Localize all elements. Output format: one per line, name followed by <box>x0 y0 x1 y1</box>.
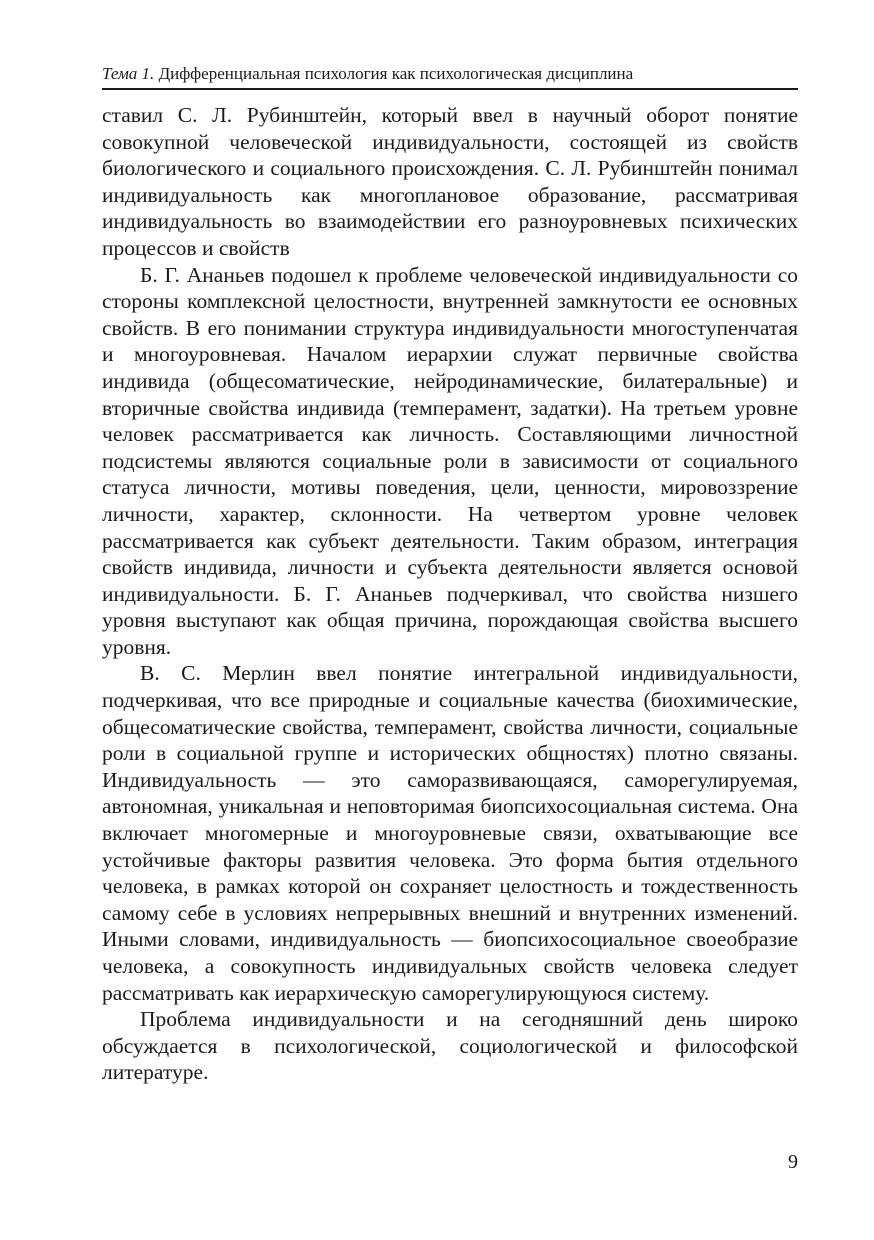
page-number: 9 <box>788 1151 798 1173</box>
paragraph-conclusion: Проблема индивидуальности и на сегодняшний день широко обсуждается в психологической, социологической и философской литературе. <box>102 1007 798 1085</box>
header-rule <box>102 88 798 90</box>
paragraph-continued: ставил С. Л. Рубинштейн, который ввел в научный оборот понятие совокупной человеческой индивидуальности, состоящей из свойств биологического и социального происхождения. С. Л. Рубинштейн понимал индивидуальность как многоплановое образование, рассматривая индивидуальность во взаимодействии его разноуровневых психических процессов и свойств <box>102 103 798 260</box>
topic-title: Дифференциальная психология как психологическая дисциплина <box>158 64 634 83</box>
paragraph-merlin: В. С. Мерлин ввел понятие интегральной индивидуальности, подчеркивая, что все природные и социальные качества (биохимические, общесоматические свойства, темперамент, свойства личности, социальные роли в социальной группе и исторических общностях) плотно связаны. Индивидуальность — это саморазвивающаяся, саморегулируемая, автономная, уникальная и неповторимая биопсихосоциальная система. Она включает многомерные и многоуровневые связи, охватывающие все устойчивые факторы развития человека. Это форма бытия отдельного человека, в рамках которой он сохраняет целостность и тождественность самому себе в условиях непрерывных внешний и внутренних изменений. Иными словами, индивидуальность — биопсихосоциальное своеобразие человека, а совокупность индивидуальных свойств человека следует рассматривать как иерархическую саморегулирующуюся систему. <box>102 661 798 1005</box>
running-head <box>102 64 798 84</box>
page-body <box>102 102 798 1086</box>
topic-label: Тема 1. <box>102 64 155 83</box>
paragraph-ananiev: Б. Г. Ананьев подошел к проблеме человеческой индивидуальности со стороны комплексной целостности, внутренней замкнутости ее основных свойств. В его понимании структура индивидуальности многоступенчатая и многоуровневая. Началом иерархии служат первичные свойства индивида (общесоматические, нейродинамические, билатеральные) и вторичные свойства индивида (темперамент, задатки). На третьем уровне человек рассматривается как личность. Составляющими личностной подсистемы являются социальные роли в зависимости от социального статуса личности, мотивы поведения, цели, ценности, мировоззрение личности, характер, склонности. На четвертом уровне человек рассматривается как субъект деятельности. Таким образом, интеграция свойств индивида, личности и субъекта деятельности является основой индивидуальности. Б. Г. Ананьев подчеркивал, что свойства низшего уровня выступают как общая причина, порождающая свойства высшего уровня. <box>102 262 798 659</box>
